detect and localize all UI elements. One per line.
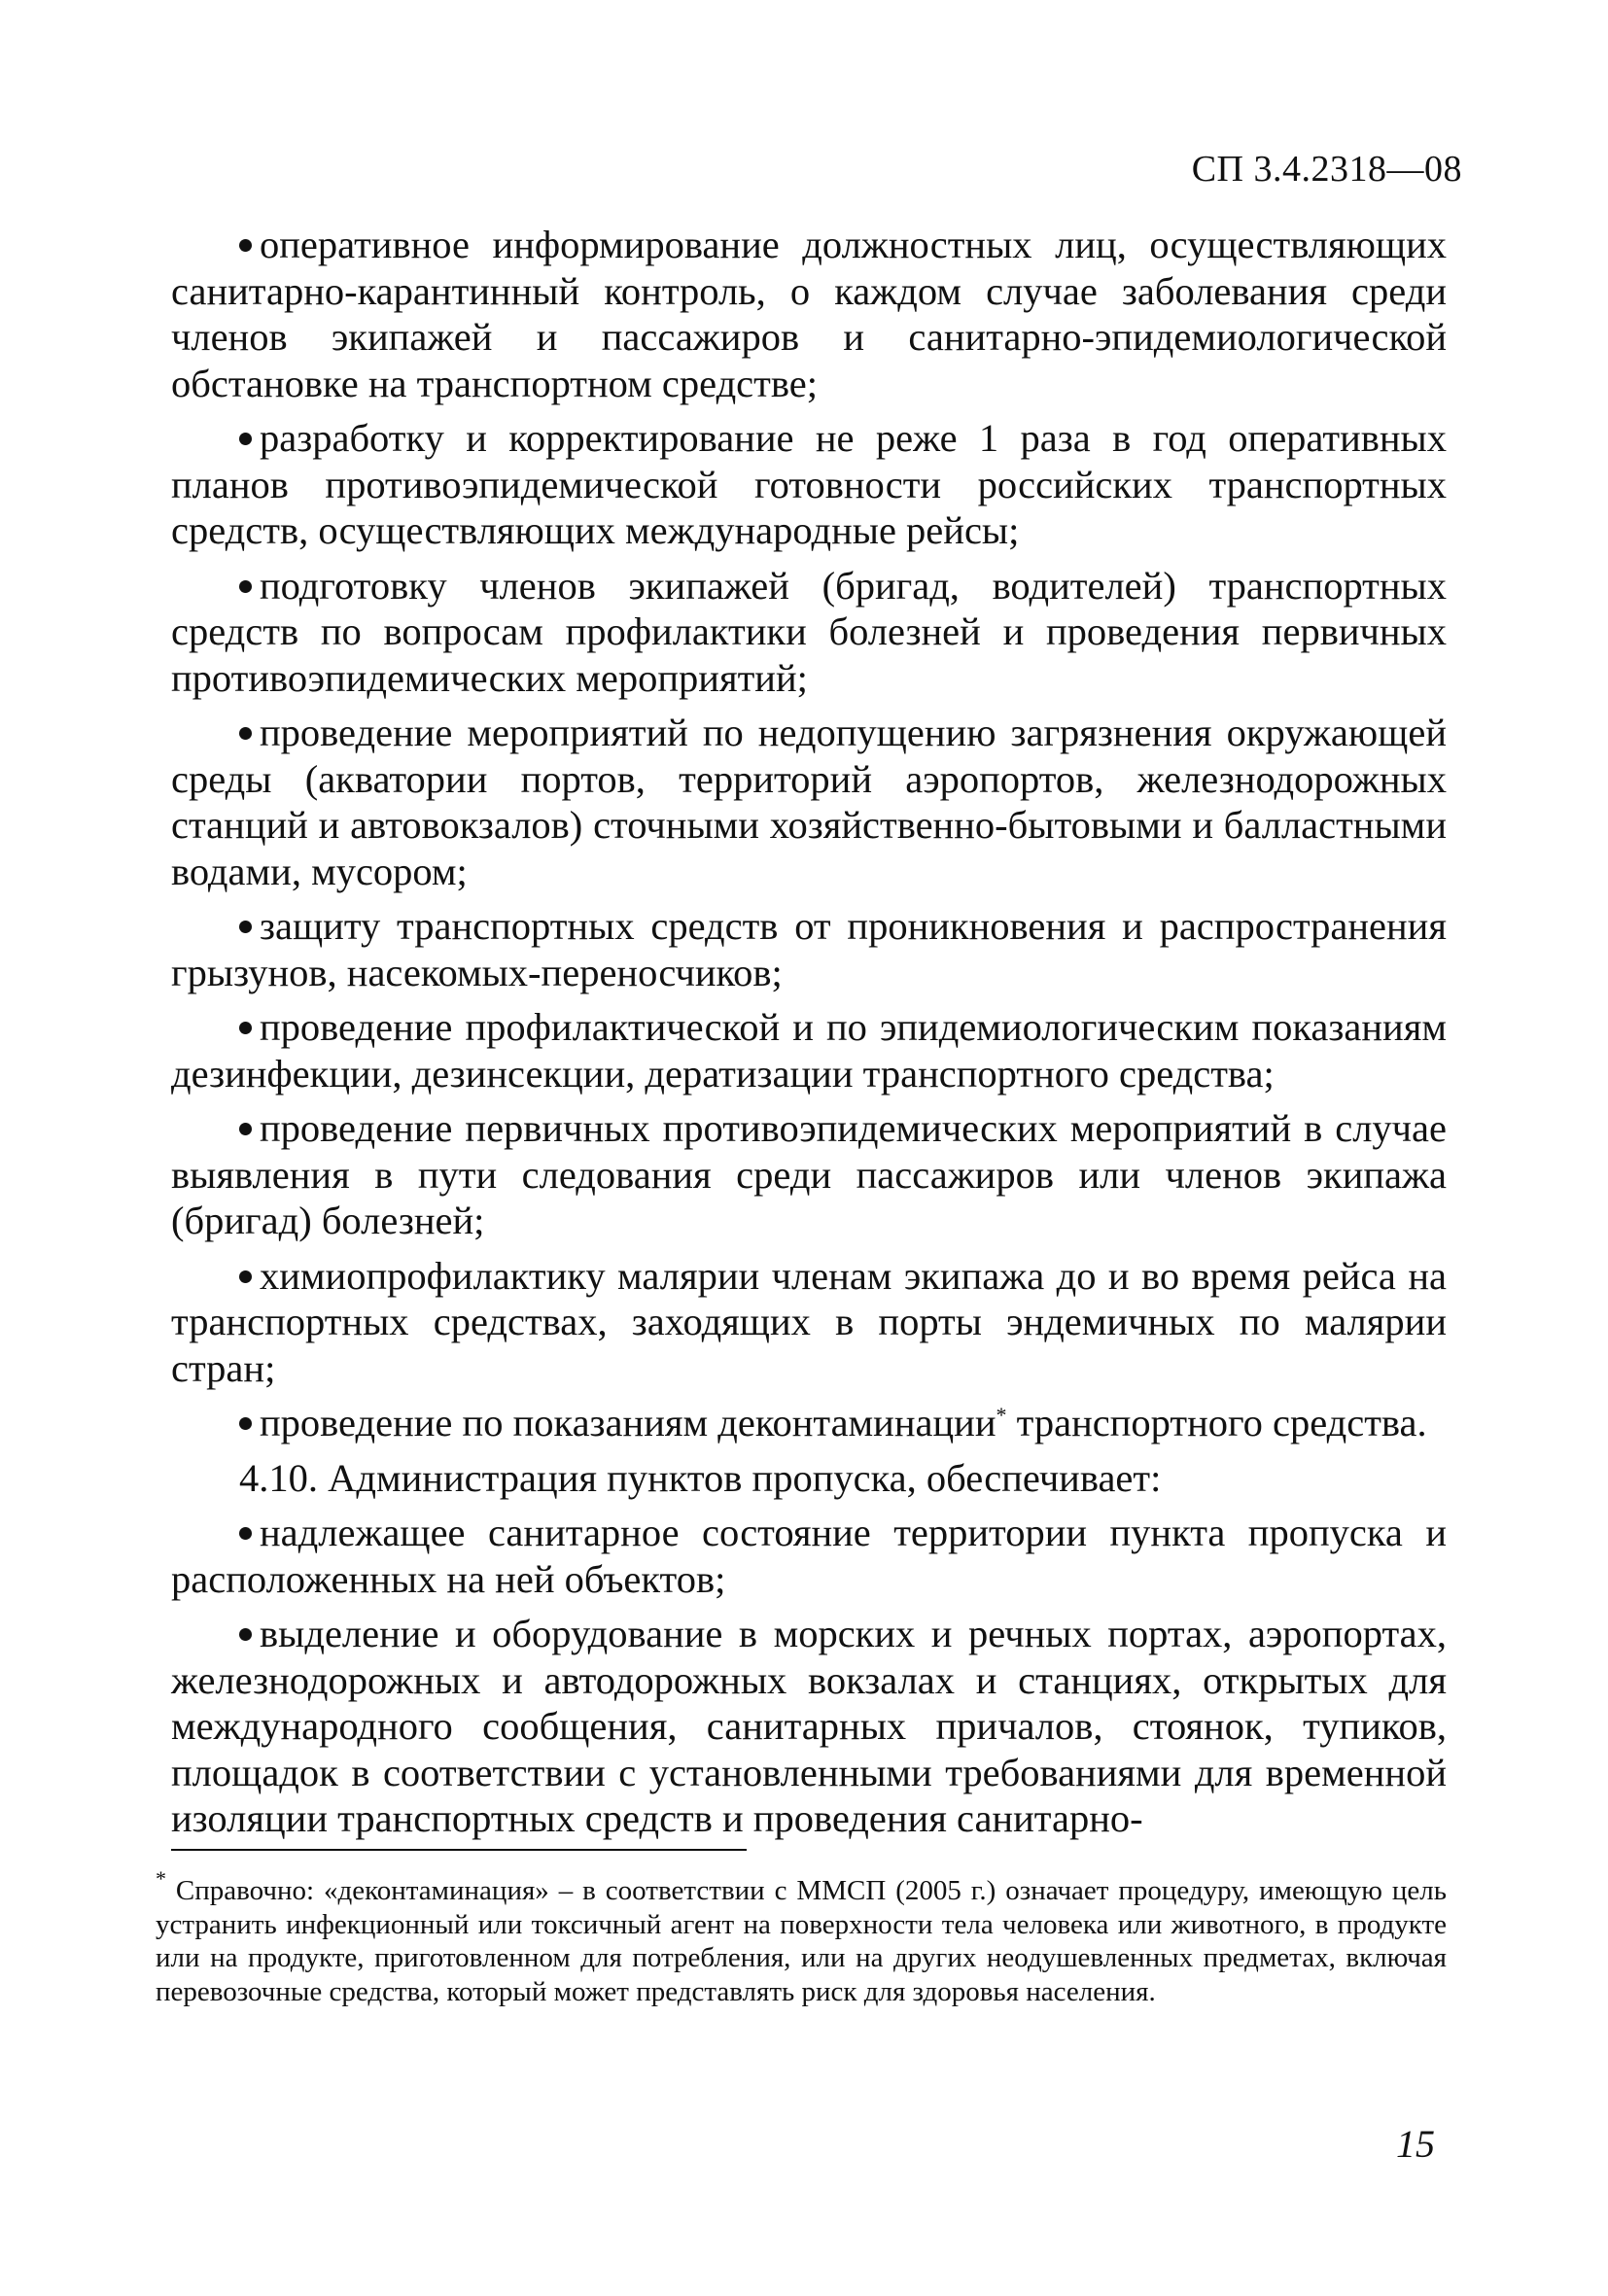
bullet-icon <box>239 1628 252 1641</box>
footnote-text: Справочно: «деконтаминация» – в соответствии с ММСП (2005 г.) означает процедуру, имеющую цель устранить инфекционный или токсичный агент на поверхности тела человека или животного, в продукте или на продукте, приготовленном для потребления, или на других неодушевленных предметах, включая перевозочные средства, который может представлять риск для здоровья населения. <box>156 1875 1447 2007</box>
list-item: подготовку членов экипажей (бригад, водителей) транспортных средств по вопросам профилактики болезней и проведения первичных противоэпидемических мероприятий; <box>171 563 1447 700</box>
list-item-decontamination: проведение по показаниям деконтаминации* транспортного средства. <box>171 1400 1447 1446</box>
main-text <box>171 222 1447 1851</box>
list-item: проведение мероприятий по недопущению загрязнения окружающей среды (акватории портов, территорий аэропортов, железнодорожных станций и автовокзалов) сточными хозяйственно-бытовыми и балластными водами, мусором; <box>171 711 1447 893</box>
footnote <box>156 1866 1447 2008</box>
footnote-divider <box>171 1849 747 1851</box>
bullet-icon <box>239 1417 252 1430</box>
section-heading-4-10: 4.10. Администрация пунктов пропуска, обеспечивает: <box>239 1455 1162 1500</box>
bullet-icon <box>239 1022 252 1034</box>
footnote-mark: * <box>156 1866 166 1891</box>
bullet-icon <box>239 1527 252 1540</box>
bullet-icon <box>239 1123 252 1135</box>
footnote-reference: * <box>996 1403 1007 1427</box>
bullet-icon <box>239 727 252 740</box>
list-item: разработку и корректирование не реже 1 раза в год оперативных планов противоэпидемической готовности российских транспортных средств, осуществляющих международные рейсы; <box>171 416 1447 552</box>
bullet-icon <box>239 239 252 252</box>
list-item: выделение и оборудование в морских и речных портах, аэропортах, железнодорожных и автодорожных вокзалах и станциях, открытых для международного сообщения, санитарных причалов, стоянок, тупиков, площадок в соответствии с установленными требованиями для временной изоляции транспортных средств и проведения санитарно- <box>171 1612 1447 1840</box>
list-item: проведение первичных противоэпидемических мероприятий в случае выявления в пути следования среди пассажиров или членов экипажа (бригад) болезней; <box>171 1106 1447 1242</box>
list-item: надлежащее санитарное состояние территории пункта пропуска и расположенных на ней объектов; <box>171 1511 1447 1601</box>
document-code-header: СП 3.4.2318—08 <box>1191 149 1462 190</box>
list-item: оперативное информирование должностных лиц, осуществляющих санитарно-карантинный контроль, о каждом случае заболевания среди членов экипажей и пассажиров и санитарно-эпидемиологической обстановке на транспортном средстве; <box>171 223 1447 405</box>
list-item: защиту транспортных средств от проникновения и распространения грызунов, насекомых-переносчиков; <box>171 904 1447 994</box>
bullet-icon <box>239 921 252 933</box>
bullet-icon <box>239 1270 252 1283</box>
bullet-icon <box>239 433 252 445</box>
bullet-icon <box>239 580 252 593</box>
list-item: проведение профилактической и по эпидемиологическим показаниям дезинфекции, дезинсекции, дератизации транспортного средства; <box>171 1005 1447 1096</box>
page-number: 15 <box>1396 2122 1435 2166</box>
list-item: химиопрофилактику малярии членам экипажа до и во время рейса на транспортных средствах, заходящих в порты эндемичных по малярии стран; <box>171 1253 1447 1390</box>
